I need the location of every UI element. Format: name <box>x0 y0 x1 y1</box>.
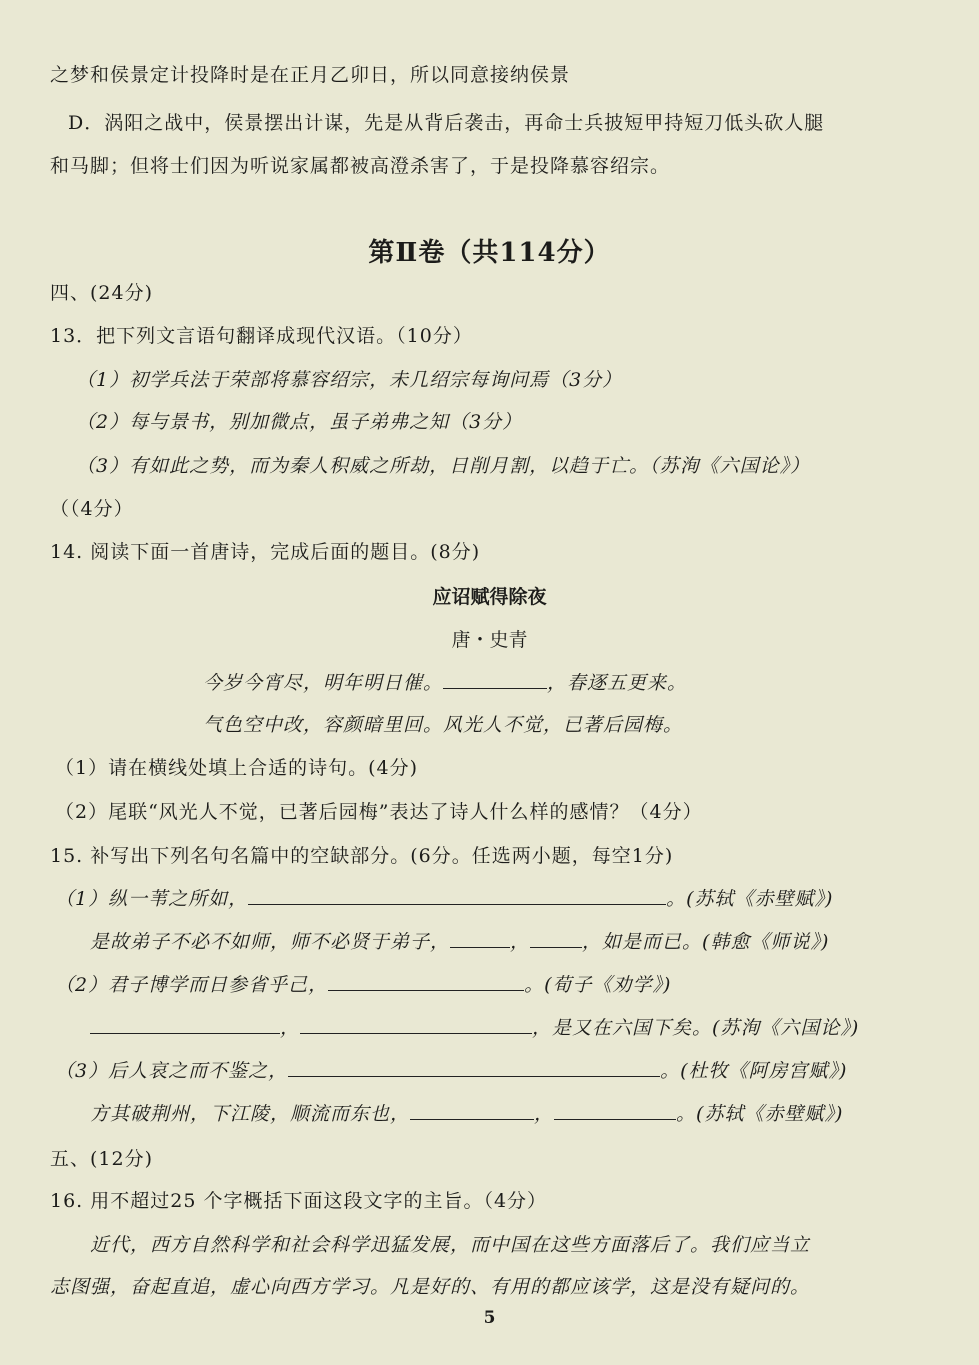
poem-line-1-b: ，春逐五更来。 <box>547 672 688 694</box>
poem-line-1 <box>203 670 687 696</box>
q15-text: ， <box>280 1017 301 1039</box>
q15-line-1a <box>55 886 833 912</box>
poem-line-2: 气色空中改，容颜暗里回。风光人不觉，已著后园梅。 <box>203 714 684 736</box>
q15-text: （3）后人哀之而不鉴之， <box>55 1060 289 1082</box>
question-16-prompt: 16. 用不超过25 个字概括下面这段文字的主旨。（4分） <box>50 1190 548 1212</box>
q13-sentence-3: （3）有如此之势，而为秦人积威之所劫，日削月割，以趋于亡。（苏洵《六国论》） <box>76 455 811 477</box>
q14-sub-1: （1）请在横线处填上合适的诗句。(4分) <box>55 757 419 779</box>
q15-line-3a <box>55 1058 847 1084</box>
text-line: 之梦和侯景定计投降时是在正月乙卯日，所以同意接纳侯景 <box>50 64 571 86</box>
answer-blank[interactable] <box>443 670 547 689</box>
answer-blank[interactable] <box>300 1015 532 1034</box>
answer-blank[interactable] <box>554 1101 676 1120</box>
q14-sub-2: （2）尾联“风光人不觉，已著后园梅”表达了诗人什么样的感情？（4分） <box>55 801 703 823</box>
question-14-prompt: 14. 阅读下面一首唐诗，完成后面的题目。(8分) <box>50 541 481 563</box>
poem-title: 应诏赋得除夜 <box>432 586 547 608</box>
q13-sentence-3-score: （（4分） <box>50 498 134 520</box>
q15-text: 。(杜牧《阿房宫赋》) <box>660 1060 848 1082</box>
q15-line-1b <box>90 929 829 955</box>
q15-text: ，是又在六国下矣。(苏洵《六国论》) <box>532 1017 860 1039</box>
q15-text: ， <box>534 1103 555 1125</box>
q15-text: 。(荀子《劝学》) <box>524 974 672 996</box>
section-title: 第Ⅱ卷（共114分） <box>368 238 611 268</box>
poem-author: 唐・史青 <box>451 629 528 651</box>
q15-text: （1）纵一苇之所如， <box>55 888 249 910</box>
q15-line-2b <box>90 1015 859 1041</box>
q15-text: 方其破荆州，下江陵，顺流而东也， <box>90 1103 411 1125</box>
q15-text: 。(苏轼《赤壁赋》) <box>676 1103 844 1125</box>
q15-text: 是故弟子不必不如师，师不必贤于弟子， <box>90 931 451 953</box>
answer-blank[interactable] <box>328 972 524 991</box>
answer-blank[interactable] <box>248 886 666 905</box>
answer-blank[interactable] <box>288 1058 660 1077</box>
option-d-line: D．涡阳之战中，侯景摆出计谋，先是从背后袭击，再命士兵披短甲持短刀低头砍人腿 <box>68 112 825 134</box>
answer-blank[interactable] <box>530 929 582 948</box>
q15-text: ， <box>510 931 531 953</box>
option-d-line: 和马脚；但将士们因为听说家属都被高澄杀害了，于是投降慕容绍宗。 <box>50 155 671 177</box>
q15-line-3b <box>90 1101 843 1127</box>
q15-line-2a <box>55 972 671 998</box>
q13-sentence-1: （1）初学兵法于荣部将慕容绍宗，未几绍宗每询问焉（3分） <box>76 369 623 391</box>
poem-line-1-a: 今岁今宵尽，明年明日催。 <box>203 672 444 694</box>
answer-blank[interactable] <box>90 1015 280 1034</box>
question-15-prompt: 15. 补写出下列名句名篇中的空缺部分。(6分。任选两小题，每空1分) <box>50 845 674 867</box>
answer-blank[interactable] <box>450 929 510 948</box>
q15-text: ，如是而已。(韩愈《师说》) <box>582 931 830 953</box>
part-heading: 五、(12分) <box>50 1148 154 1170</box>
q15-text: 。(苏轼《赤壁赋》) <box>666 888 834 910</box>
passage-line-1: 近代，西方自然科学和社会科学迅猛发展，而中国在这些方面落后了。我们应当立 <box>90 1234 811 1256</box>
part-heading: 四、(24分) <box>50 282 154 304</box>
q13-sentence-2: （2）每与景书，别加微点，虽子弟弗之知（3分） <box>76 411 523 433</box>
answer-blank[interactable] <box>410 1101 534 1120</box>
passage-line-2: 志图强，奋起直追，虚心向西方学习。凡是好的、有用的都应该学，这是没有疑问的。 <box>50 1276 811 1298</box>
question-13-prompt: 13．把下列文言语句翻译成现代汉语。（10分） <box>50 325 473 347</box>
q15-text: （2）君子博学而日参省乎己， <box>55 974 329 996</box>
page-number: 5 <box>483 1308 496 1328</box>
